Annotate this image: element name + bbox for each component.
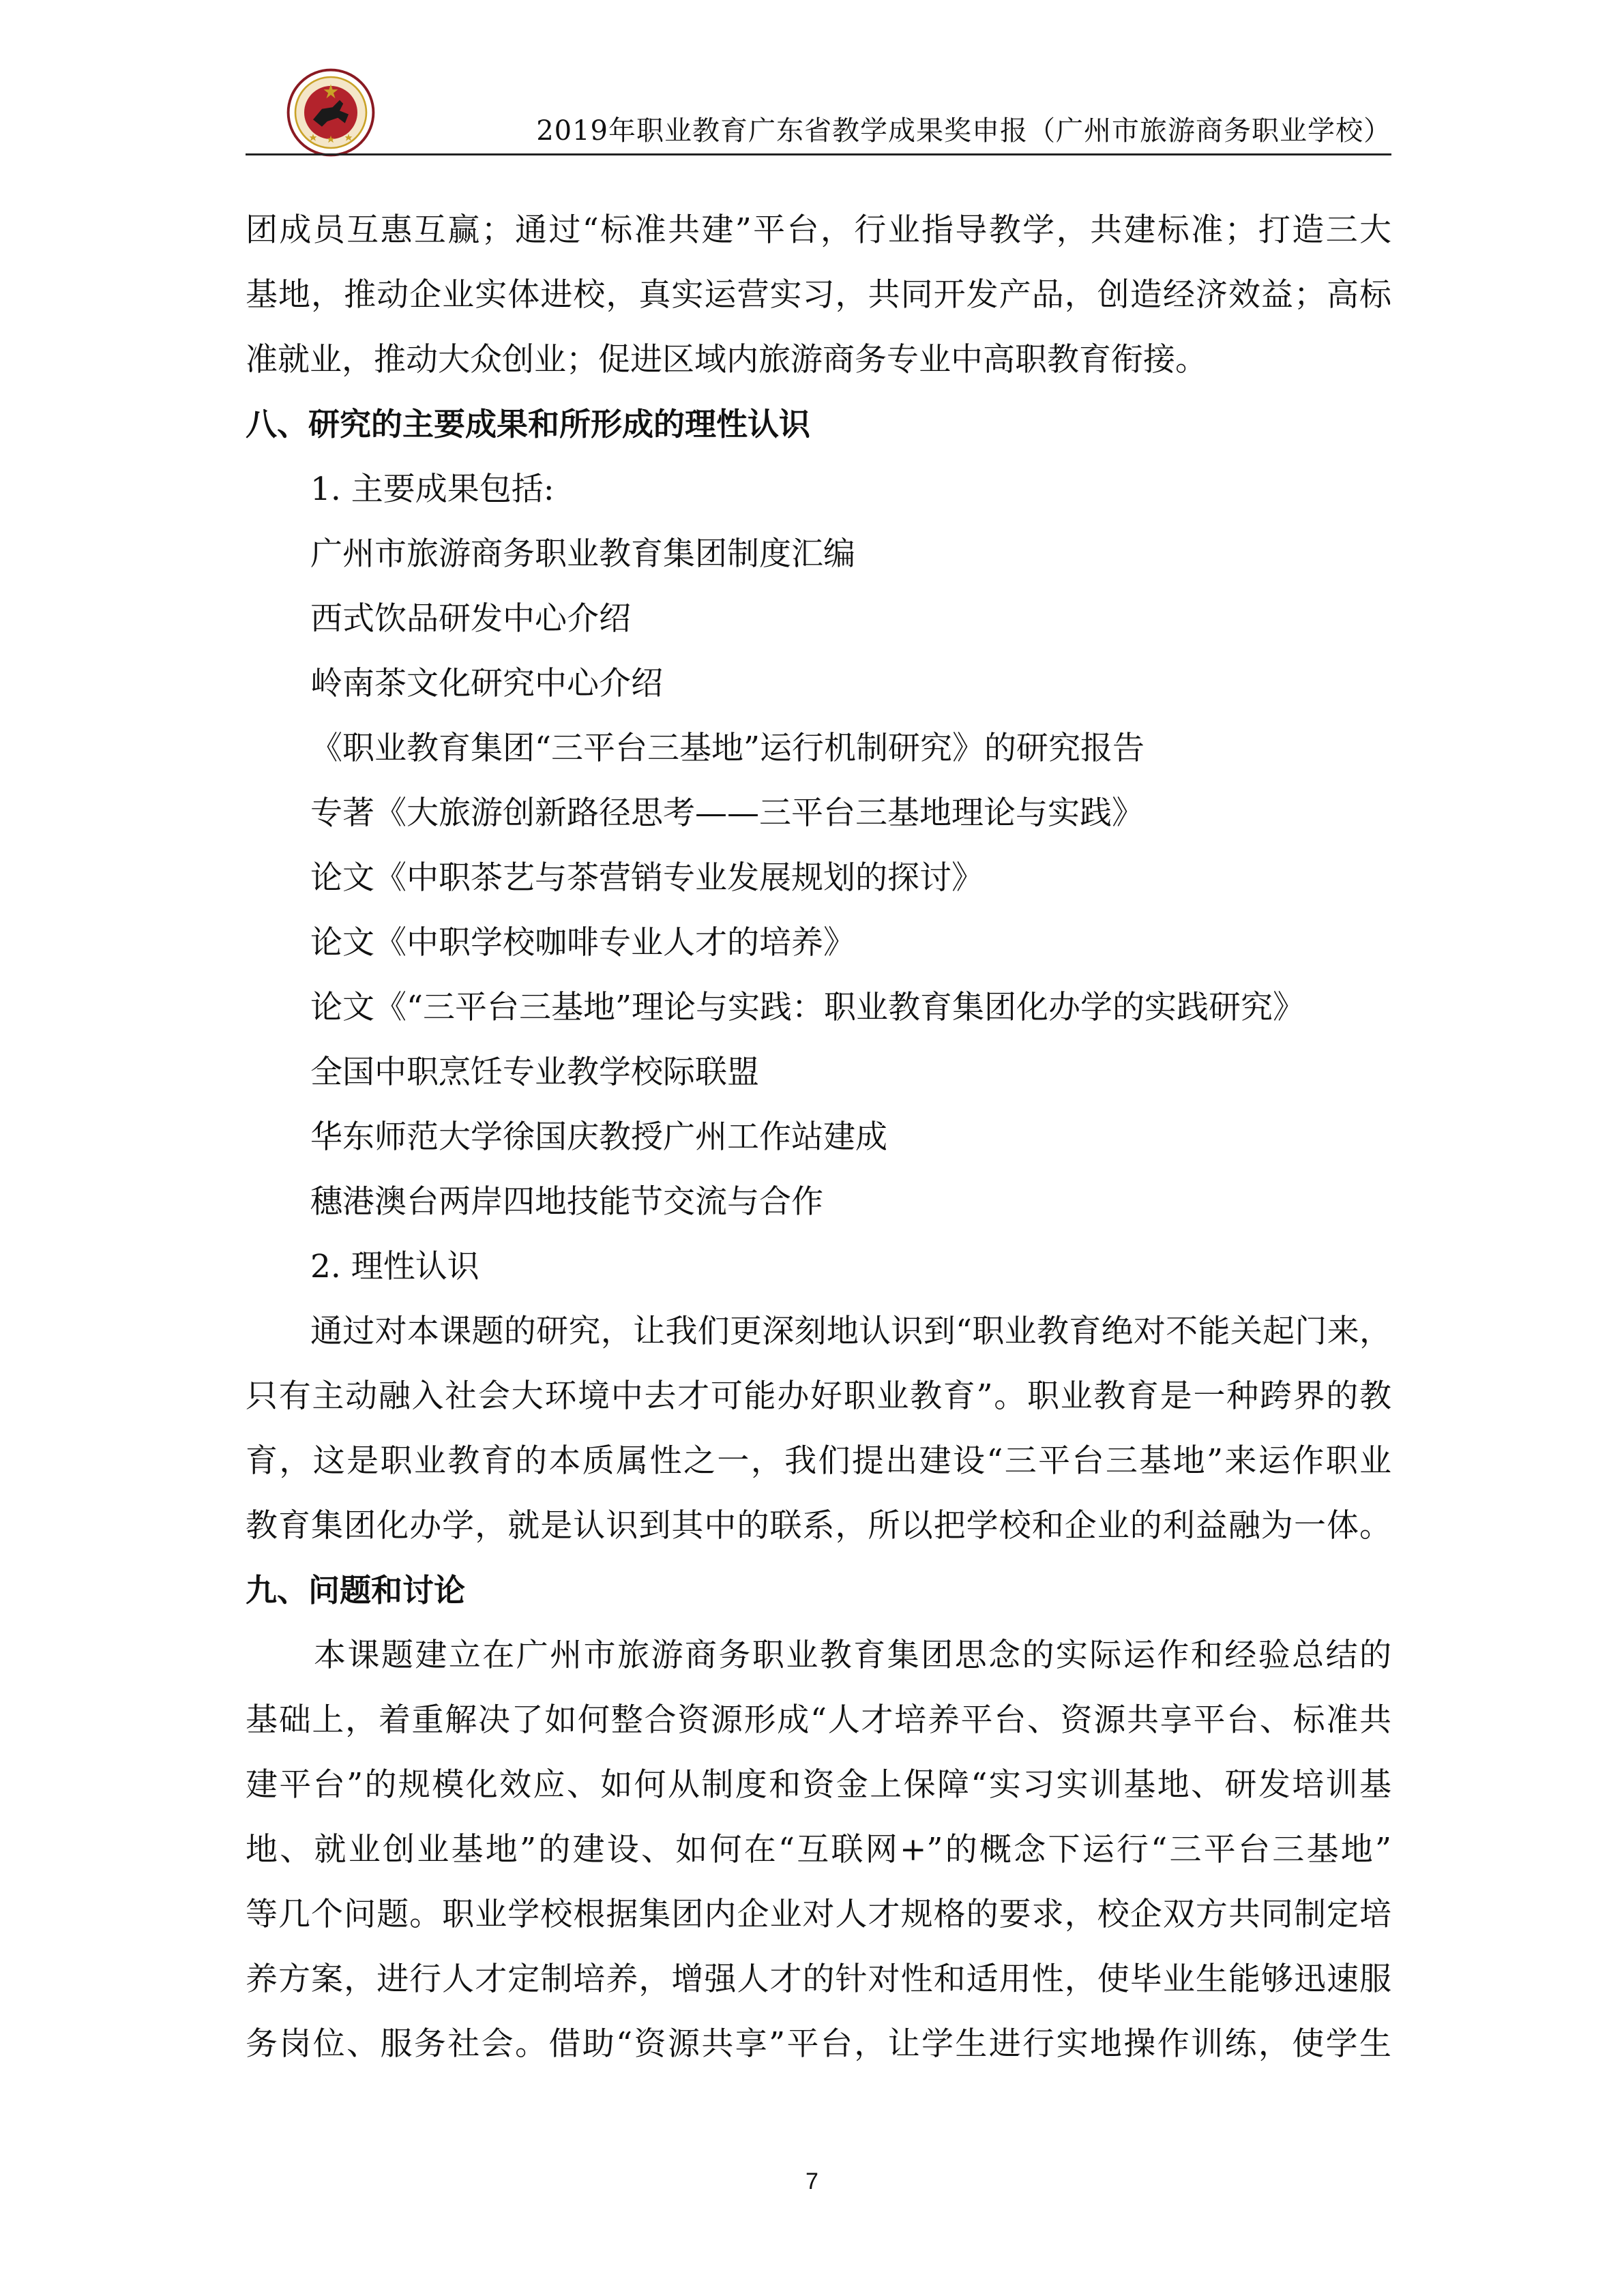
paragraph-line: 只有主动融入社会大环境中去才可能办好职业教育”。职业教育是一种跨界的教 xyxy=(246,1377,1391,1415)
list-item: 西式饮品研发中心介绍 xyxy=(310,600,631,638)
subheading: 2. 理性认识 xyxy=(310,1248,479,1285)
section-heading: 八、研究的主要成果和所形成的理性认识 xyxy=(246,406,810,443)
paragraph-line: 养方案，进行人才定制培养，增强人才的针对性和适用性，使毕业生能够迅速服 xyxy=(246,1960,1391,1998)
list-item: 论文《中职学校咖啡专业人才的培养》 xyxy=(310,924,855,961)
paragraph-line: 建平台”的规模化效应、如何从制度和资金上保障“实习实训基地、研发培训基 xyxy=(246,1766,1391,1804)
list-item: 广州市旅游商务职业教育集团制度汇编 xyxy=(310,535,855,573)
list-item: 论文《“三平台三基地”理论与实践：职业教育集团化办学的实践研究》 xyxy=(310,989,1305,1026)
list-item: 穗港澳台两岸四地技能节交流与合作 xyxy=(310,1183,823,1221)
page-header xyxy=(246,68,1391,157)
list-item: 华东师范大学徐国庆教授广州工作站建成 xyxy=(310,1118,887,1156)
header-divider xyxy=(246,153,1391,155)
paragraph-line: 务岗位、服务社会。借助“资源共享”平台，让学生进行实地操作训练，使学生 xyxy=(246,2025,1391,2063)
paragraph-line: 育，这是职业教育的本质属性之一，我们提出建设“三平台三基地”来运作职业 xyxy=(246,1442,1391,1480)
subheading: 1. 主要成果包括: xyxy=(310,471,555,508)
list-item: 专著《大旅游创新路径思考——三平台三基地理论与实践》 xyxy=(310,794,1144,832)
paragraph-line: 等几个问题。职业学校根据集团内企业对人才规格的要求，校企双方共同制定培 xyxy=(246,1896,1391,1933)
paragraph-line: 团成员互惠互赢；通过“标准共建”平台，行业指导教学，共建标准；打造三大 xyxy=(246,211,1391,249)
page-number: 7 xyxy=(806,2168,818,2194)
list-item: 岭南茶文化研究中心介绍 xyxy=(310,665,663,702)
list-item: 《职业教育集团“三平台三基地”运行机制研究》的研究报告 xyxy=(310,730,1145,767)
header-title: 2019年职业教育广东省教学成果奖申报（广州市旅游商务职业学校） xyxy=(536,115,1391,147)
paragraph-line: 基础上，着重解决了如何整合资源形成“人才培养平台、资源共享平台、标准共 xyxy=(246,1701,1391,1739)
paragraph-line: 教育集团化办学，就是认识到其中的联系，所以把学校和企业的利益融为一体。 xyxy=(246,1507,1391,1545)
paragraph-line: 地、就业创业基地”的建设、如何在“互联网+”的概念下运行“三平台三基地” xyxy=(246,1831,1391,1868)
section-heading: 九、问题和讨论 xyxy=(246,1572,465,1609)
paragraph-line: 准就业，推动大众创业；促进区域内旅游商务专业中高职教育衔接。 xyxy=(246,341,1207,378)
paragraph-line: 本课题建立在广州市旅游商务职业教育集团思念的实际运作和经验总结的 xyxy=(314,1637,1391,1674)
paragraph-line: 通过对本课题的研究，让我们更深刻地认识到“职业教育绝对不能关起门来， xyxy=(310,1313,1391,1350)
document-body xyxy=(246,198,1391,2076)
list-item: 论文《中职茶艺与茶营销专业发展规划的探讨》 xyxy=(310,859,984,897)
paragraph-line: 基地，推动企业实体进校，真实运营实习，共同开发产品，创造经济效益；高标 xyxy=(246,276,1391,314)
list-item: 全国中职烹饪专业教学校际联盟 xyxy=(310,1054,759,1091)
school-logo xyxy=(286,68,375,157)
